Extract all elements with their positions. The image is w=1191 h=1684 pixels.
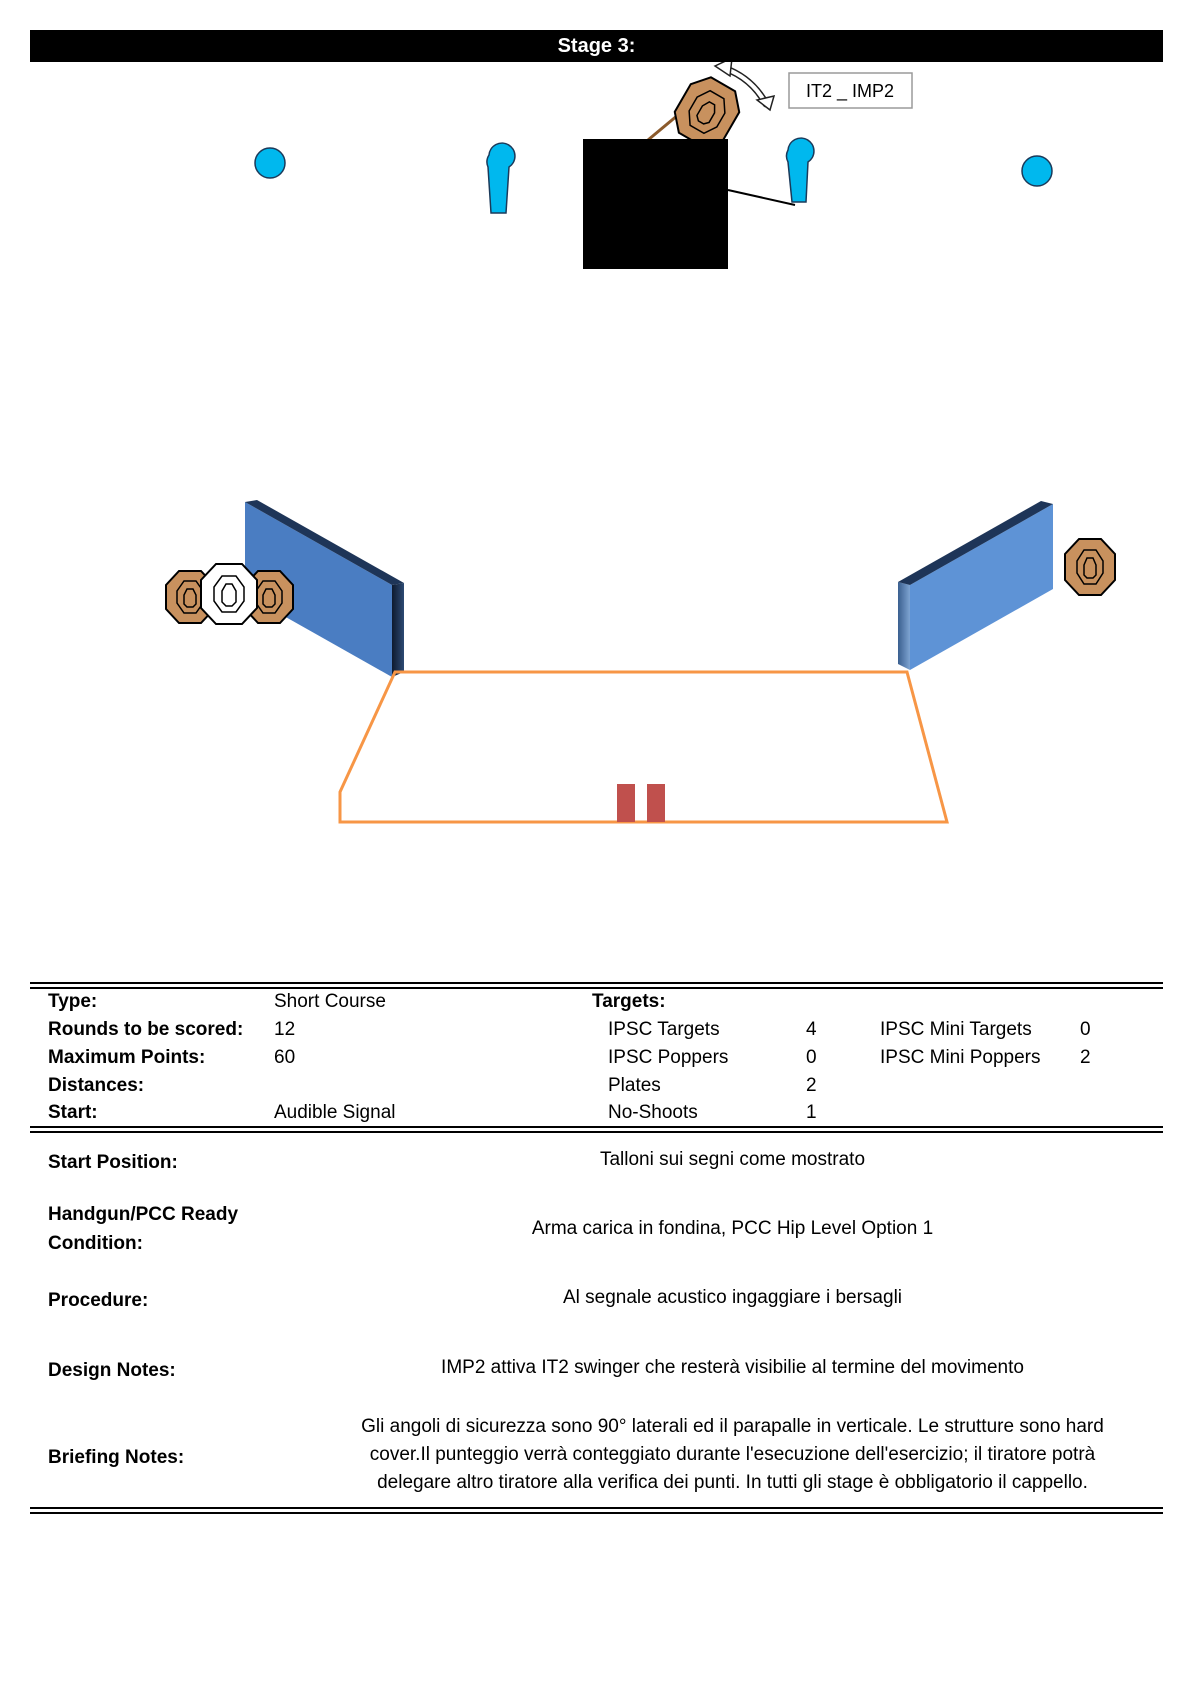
start-position-row [30,1146,1163,1176]
wall-right-edge [898,582,910,670]
stage-diagram [0,62,1191,942]
stage-title: Stage 3: [30,30,1163,62]
briefing-notes-row [30,1413,1163,1503]
target-count-noshoots: 1 [806,1102,817,1123]
ipsc-target-right [1065,539,1115,595]
briefing-notes-label: Briefing Notes: [48,1447,185,1468]
procedure-value: Al segnale acustico ingaggiare i bersagli [562,1287,903,1308]
summary-rule-bottom-2 [30,1131,1163,1133]
target-label-plates: Plates [608,1075,661,1096]
start-mark-left [617,784,635,822]
briefing-line-2: cover.Il punteggio verrà conteggiato durante l'esecuzione dell'esercizio; il tiratore potrà [369,1444,1096,1465]
ready-value: Arma carica in fondina, PCC Hip Level Option 1 [531,1218,934,1239]
design-notes-row [30,1354,1163,1384]
footer-rule-1 [30,1507,1163,1509]
activation-cable [728,190,795,205]
rounds-label: Rounds to be scored: [48,1019,244,1040]
footer-rule-2 [30,1512,1163,1514]
plate-left [255,148,285,178]
briefing-line-1: Gli angoli di sicurezza sono 90° laterali ed il parapalle in verticale. Le strutture sono hard [361,1416,1104,1437]
target-label-noshoots: No-Shoots [608,1102,698,1123]
briefing-line-3: delegare altro tiratore alla verifica dei punti. In tutti gli stage è obbligatorio il cappello. [377,1472,1088,1493]
maxpoints-label: Maximum Points: [48,1047,206,1068]
type-value: Short Course [274,991,386,1012]
procedure-row [30,1284,1163,1314]
mini-poppers-label: IPSC Mini Poppers [880,1047,1041,1068]
no-shoot-target [201,564,257,624]
summary-rule-top-1 [30,982,1163,984]
mini-targets-label: IPSC Mini Targets [880,1019,1032,1040]
targets-heading: Targets: [592,991,666,1012]
wall-right-face [910,504,1053,670]
design-notes-value: IMP2 attiva IT2 swinger che resterà visibilie al termine del movimento [441,1357,1024,1378]
ready-condition-row [30,1200,1163,1260]
start-position-label: Start Position: [48,1152,178,1173]
target-count-poppers: 0 [806,1047,817,1068]
target-count-plates: 2 [806,1075,817,1096]
rounds-value: 12 [274,1019,296,1040]
target-count-ipsc: 4 [806,1019,817,1040]
target-label-poppers: IPSC Poppers [608,1047,729,1068]
mini-popper-right [787,138,814,202]
ready-label-line1: Handgun/PCC Ready [48,1204,239,1225]
maxpoints-value: 60 [274,1047,296,1068]
stage-summary [30,985,1163,1123]
activator-block [583,139,728,269]
summary-rule-bottom-1 [30,1126,1163,1128]
distances-label: Distances: [48,1075,145,1096]
procedure-label: Procedure: [48,1290,149,1311]
plate-right [1022,156,1052,186]
wall-left-edge [392,583,404,677]
start-position-value: Talloni sui segni come mostrato [599,1149,866,1170]
shooting-area [340,672,947,822]
design-notes-label: Design Notes: [48,1360,176,1381]
type-label: Type: [48,991,98,1012]
target-label-ipsc: IPSC Targets [608,1019,720,1040]
start-value: Audible Signal [274,1102,396,1123]
start-mark-right [647,784,665,822]
ready-label-line2: Condition: [48,1233,143,1254]
mini-popper-left [487,143,515,213]
callout-label: IT2 _ IMP2 [805,81,895,101]
mini-poppers-count: 2 [1080,1047,1091,1068]
start-label: Start: [48,1102,98,1123]
mini-targets-count: 0 [1080,1019,1091,1040]
